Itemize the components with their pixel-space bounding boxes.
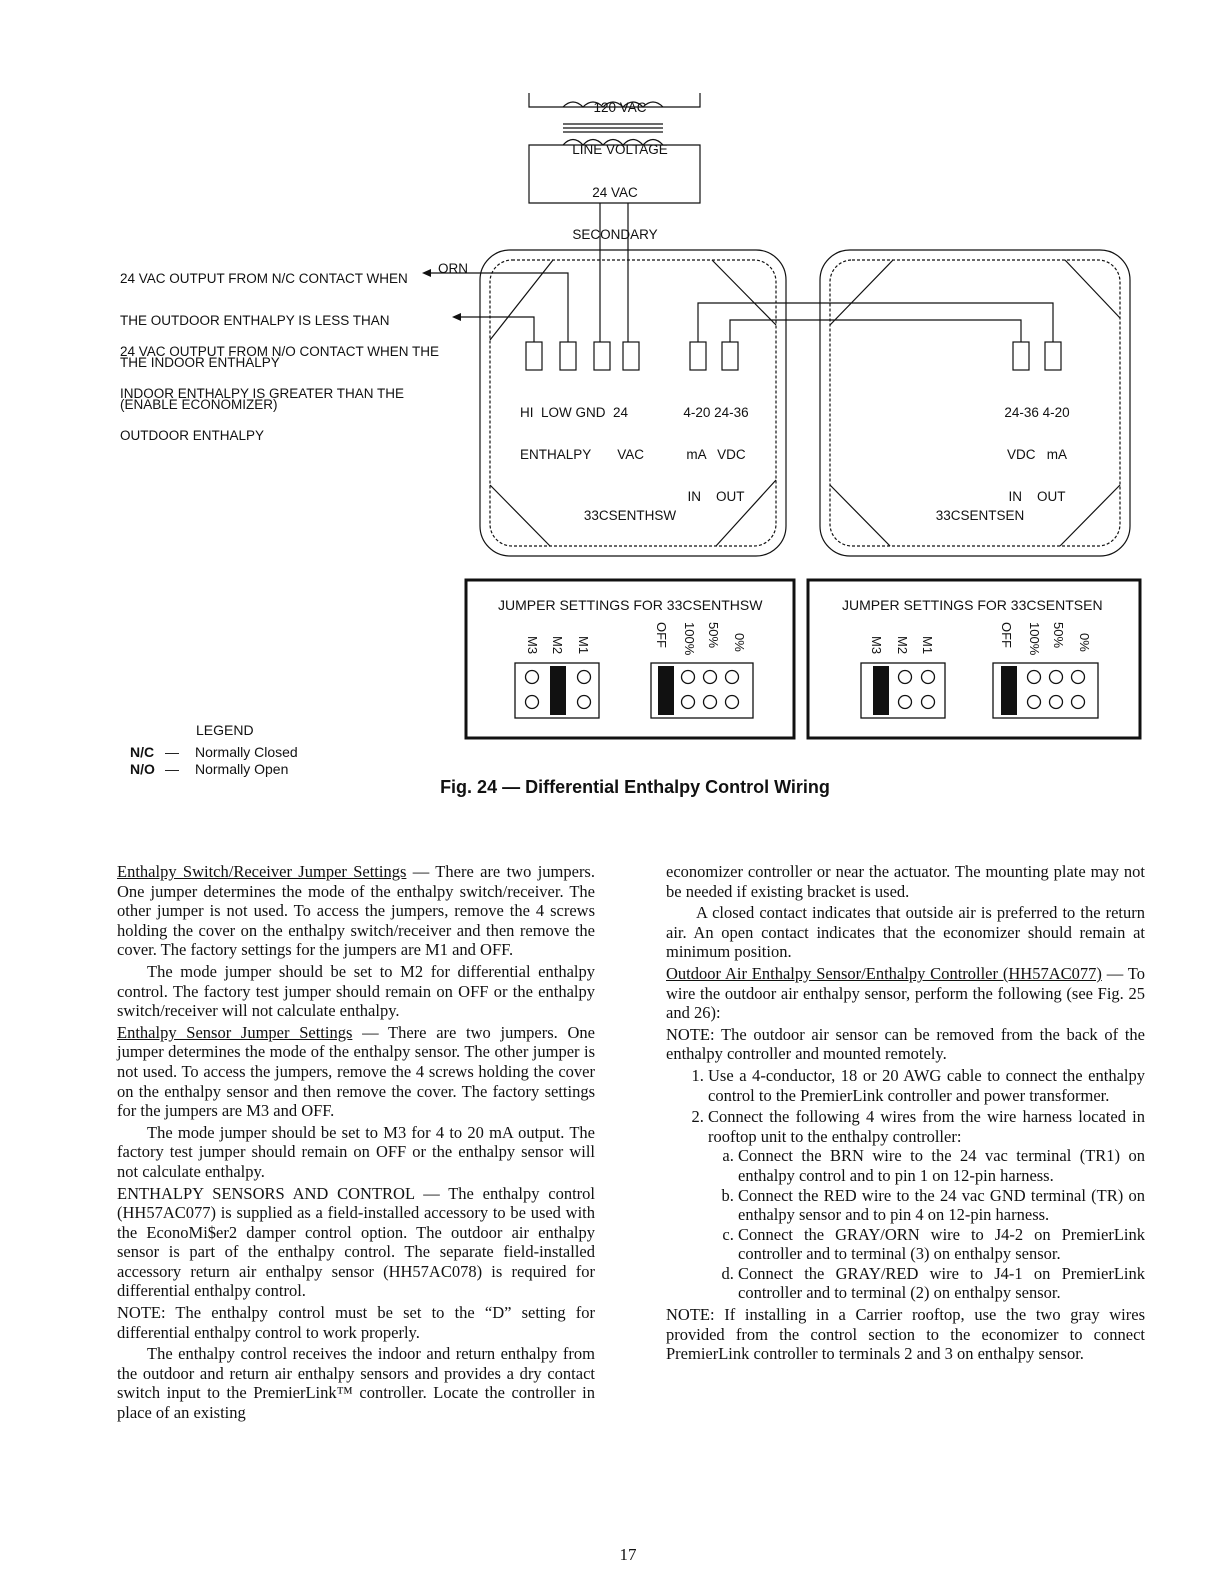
paragraph: Enthalpy Switch/Receiver Jumper Settings — There are two jumpers. One jumper determines the mode of the enthalpy switch/receiver. The other jumper is not used. To access the jumpers, remove the 4 screws holding the cover on the enthalpy switch/receiver and then remove the cover. The factory settings for the jumpers are M1 and OFF. [117,862,595,960]
list-item: b. Connect the RED wire to the 24 vac GND terminal (TR) on enthalpy sensor and to pin 4 on 12-pin harness. [738,1186,1145,1225]
paragraph: The mode jumper should be set to M2 for differential enthalpy control. The factory test jumper should remain on OFF or the enthalpy switch/receiver will not calculate enthalpy. [117,961,595,1021]
sensor-m3-label: M3 [869,636,884,655]
switch-100-label: 100% [682,622,697,656]
sensor-0-label: 0% [1077,633,1092,652]
no-contact-note: 24 VAC OUTPUT FROM N/O CONTACT WHEN THE INDOOR ENTHALPY IS GREATER THAN THE OUTDOOR ENTHALPY [120,344,440,443]
legend-meaning-nc: Normally Closed [195,744,298,760]
switch-0-label: 0% [732,633,747,652]
legend-abbr-no: N/O [130,761,155,777]
legend-abbr-nc: N/C [130,744,155,760]
wiring-substeps [708,1146,1145,1303]
sensor-terminal-labels: 24-36 4-20 VDC mA IN OUT [1004,405,1070,504]
sensor-50-label: 50% [1051,622,1066,649]
note: NOTE: The enthalpy control must be set to the “D” setting for differential enthalpy control to work properly. [117,1303,595,1342]
switch-m1-label: M1 [576,636,591,655]
switch-model-label: 33CSENTHSW [583,508,677,523]
sensor-off-label: OFF [999,622,1014,648]
nc-contact-note: 24 VAC OUTPUT FROM N/C CONTACT WHEN THE OUTDOOR ENTHALPY IS LESS THAN THE INDOOR ENTHALPY (ENABLE ECONOMIZER) [120,271,408,412]
paragraph-heading: Outdoor Air Enthalpy Sensor/Enthalpy Controller (HH57AC077) [666,963,1102,983]
transformer-primary-label: 120 VAC LINE VOLTAGE [572,100,668,157]
paragraph: Outdoor Air Enthalpy Sensor/Enthalpy Controller (HH57AC077) — To wire the outdoor air enthalpy sensor, perform the following (see Fig. 25 and 26): [666,963,1145,1023]
paragraph-heading: Enthalpy Switch/Receiver Jumper Settings [117,862,407,881]
right-column [666,862,1145,1366]
paragraph: The enthalpy control receives the indoor and return enthalpy from the outdoor and return air enthalpy sensors and provides a dry contact switch input to the PremierLink™ controller. Locate the controller in place of an existing [117,1344,595,1423]
list-item: d. Connect the GRAY/RED wire to J4-1 on PremierLink controller and to terminal (2) on enthalpy sensor. [738,1264,1145,1303]
switch-50-label: 50% [706,622,721,649]
figure-caption: Fig. 24 — Differential Enthalpy Control Wiring [440,777,830,797]
sensor-range-jumper [1001,666,1017,715]
wiring-steps [666,1066,1145,1303]
sensor-m2-label: M2 [895,636,910,655]
switch-output-terminal-labels: 4-20 24-36 mA VDC IN OUT [683,405,749,504]
orn-wire-label: ORN [438,261,468,276]
note: NOTE: If installing in a Carrier rooftop, use the two gray wires provided from the control section to the economizer to connect PremierLink controller to terminals 2 and 3 on enthalpy sensor. [666,1305,1145,1364]
list-item: a. Connect the BRN wire to the 24 vac terminal (TR1) on enthalpy control and to pin 1 on 12-pin harness. [738,1146,1145,1185]
sensor-model-label: 33CSENTSEN [935,508,1025,523]
paragraph-heading: Enthalpy Sensor Jumper Settings [117,1022,353,1042]
legend-dash-no: — [165,761,179,777]
switch-m3-label: M3 [525,636,540,655]
sensor-mode-jumper [873,666,889,715]
legend-dash-nc: — [165,744,179,760]
list-item: c. Connect the GRAY/ORN wire to J4-2 on PremierLink controller and to terminal (3) on enthalpy sensor. [738,1225,1145,1264]
page-number: 17 [619,1545,637,1564]
switch-m2-label: M2 [550,636,565,655]
legend-title: LEGEND [196,722,254,738]
list-item: 2. Connect the following 4 wires from the wire harness located in rooftop unit to the enthalpy controller: a. Connect the BRN wire to the 24 vac terminal (TR1) on enthalpy control and to pin 1 on 12-pin harness. b. Connect the RED wire to the 24 vac GND terminal (TR) on enthalpy sensor and to pin 4 on 12-pin harness. c. Connect the GRAY/ORN wire to J4-2 on PremierLink controller and to terminal (3) on enthalpy sensor. d. Connect the GRAY/RED wire to J4-1 on PremierLink controller and to terminal (2) on enthalpy sensor. [708,1107,1145,1303]
paragraph: economizer controller or near the actuator. The mounting plate may not be needed if existing bracket is used. [666,862,1145,901]
legend-meaning-no: Normally Open [195,761,289,777]
paragraph: Enthalpy Sensor Jumper Settings — There are two jumpers. One jumper determines the mode of the enthalpy sensor. The other jumper is not used. To access the jumpers, remove the 4 screws holding the cover on the enthalpy sensor and then remove the cover. The factory settings for the jumpers are M3 and OFF. [117,1022,595,1121]
switch-enthalpy-terminal-labels: HI LOW GND 24 ENTHALPY VAC [520,405,645,462]
switch-range-jumper [658,666,674,715]
jumper-switch-title: JUMPER SETTINGS FOR 33CSENTHSW [498,597,763,613]
paragraph: The mode jumper should be set to M3 for 4 to 20 mA output. The factory test jumper should remain on OFF or the enthalpy sensor will not calculate enthalpy. [117,1122,595,1181]
note: NOTE: The outdoor air sensor can be removed from the back of the enthalpy controller and mounted remotely. [666,1024,1145,1064]
sensor-m1-label: M1 [920,636,935,655]
jumper-sensor-title: JUMPER SETTINGS FOR 33CSENTSEN [842,597,1103,613]
transformer-secondary-label: 24 VAC SECONDARY [572,185,658,242]
switch-mode-jumper [550,666,566,715]
left-column [117,862,595,1425]
list-item: 1. Use a 4-conductor, 18 or 20 AWG cable to connect the enthalpy control to the PremierLink controller and power transformer. [708,1066,1145,1105]
switch-off-label: OFF [654,622,669,648]
sensor-100-label: 100% [1027,622,1042,656]
section-paragraph: ENTHALPY SENSORS AND CONTROL — The enthalpy control (HH57AC077) is supplied as a field-installed accessory to be used with the EconoMi$er2 damper control option. The outdoor air enthalpy sensor is part of the enthalpy control. The separate field-installed accessory return air enthalpy sensor (HH57AC078) is required for differential enthalpy control. [117,1183,595,1301]
paragraph: A closed contact indicates that outside air is preferred to the return air. An open contact indicates that the economizer should remain at minimum position. [666,903,1145,962]
